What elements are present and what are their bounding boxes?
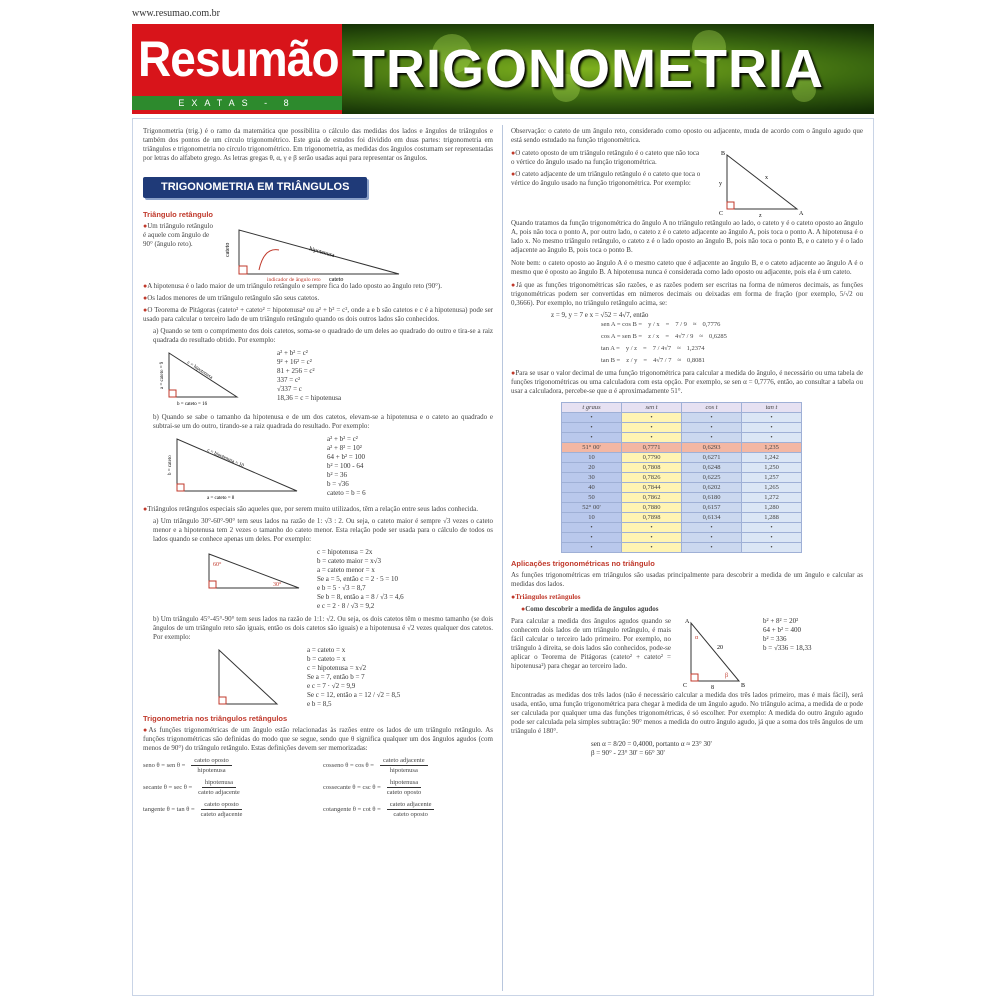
- step: a = cateto = x: [307, 646, 346, 654]
- step: √337 = c: [277, 385, 302, 393]
- table-row: [562, 433, 802, 443]
- site-url: www.resumao.com.br: [132, 8, 220, 19]
- table-cell: •: [742, 423, 802, 433]
- table-cell: 1,265: [742, 483, 802, 493]
- table-cell: 51° 00': [562, 443, 622, 453]
- fig1-leg-v: cateto: [225, 242, 231, 257]
- table-cell: 0,6180: [682, 493, 742, 503]
- table-cell: 0,7862: [622, 493, 682, 503]
- ratio-val: 0,7776: [702, 321, 721, 328]
- table-row: [562, 543, 802, 553]
- col-header: tan t: [742, 403, 802, 413]
- step: Se c = 12, então a = 12 / √2 = 8,5: [307, 691, 401, 699]
- table-cell: 0,7771: [622, 443, 682, 453]
- ratio-lhs: tan B =: [601, 357, 621, 364]
- table-row: [562, 493, 802, 503]
- logo-text: Resumão: [138, 31, 339, 87]
- table-row: [562, 473, 802, 483]
- col-header: t graus: [562, 403, 622, 413]
- subheading-applications: Aplicações trigonométricas no triângulo: [511, 559, 655, 568]
- final-calc-1: sen α = 8/20 = 0,4000, portanto α ≈ 23° 30': [591, 740, 712, 748]
- table-cell: •: [742, 413, 802, 423]
- pythagoras-a: a) Quando se tem o comprimento dos dois catetos, soma-se o quadrado de um deles ao quadrado do outro e tira-se a raiz quadrada do resultado obtido. Por exemplo:: [153, 327, 493, 344]
- bullet-legs: ● Os lados menores de um triângulo retângulo são seus catetos.: [143, 294, 493, 303]
- step: a = cateto menor = x: [317, 566, 375, 574]
- pyth-b-h: a = cateto = 8: [207, 496, 235, 501]
- ratio-val: 0,6285: [708, 333, 727, 340]
- table-cell: 0,7790: [622, 453, 682, 463]
- right-triangle-diagram: [219, 222, 419, 282]
- trig-table-wrap: [511, 402, 863, 553]
- pyth-a-hyp: c = hipotenusa: [185, 360, 214, 381]
- table-cell: 20: [562, 463, 622, 473]
- table-cell: 0,6202: [682, 483, 742, 493]
- table-cell: 10: [562, 513, 622, 523]
- table-cell: •: [622, 533, 682, 543]
- def-row: [143, 756, 313, 775]
- table-cell: 30: [562, 473, 622, 483]
- pyth-a-h: b = cateto = 16: [177, 402, 208, 407]
- ratio-lhs: tan A =: [601, 345, 620, 352]
- ratio-f1: z / y: [626, 357, 638, 364]
- angle-beta: β: [725, 673, 729, 679]
- trig-table: [561, 402, 802, 553]
- table-row: [562, 513, 802, 523]
- trig-table-header: [562, 403, 802, 413]
- table-cell: •: [682, 523, 742, 533]
- abc-triangle-2-diagram: [677, 617, 757, 691]
- special-a-diagram: [203, 548, 303, 598]
- table-cell: •: [562, 433, 622, 443]
- def-row: [323, 756, 493, 775]
- special-b-diagram: [213, 646, 293, 710]
- step: Se b = 8, então a = 8 / √3 = 4,6: [317, 593, 404, 601]
- step: 18,36 = c = hipotenusa: [277, 394, 342, 402]
- table-cell: •: [622, 523, 682, 533]
- left-column: [143, 127, 493, 822]
- header-banner: [132, 24, 874, 114]
- table-cell: 0,6248: [682, 463, 742, 473]
- table-row: [562, 533, 802, 543]
- table-cell: •: [562, 523, 622, 533]
- ratio-f2: 4√7 / 7: [653, 357, 672, 364]
- special-b: b) Um triângulo 45°-45°-90° tem seus lados na razão de 1:1: √2. Ou seja, os dois catetos têm o mesmo tamanho (se dois ângulos de um triângulo reto são iguais, então os dois catetos são iguais) e a hipotenusa é √2 vezes qualquer dos catetos. Por exemplo:: [153, 615, 493, 641]
- table-cell: 1,257: [742, 473, 802, 483]
- ratio-lhs: cos A = sen B =: [601, 333, 643, 340]
- step: Se a = 5, então c = 2 · 5 = 10: [317, 575, 399, 583]
- table-cell: 0,6225: [682, 473, 742, 483]
- def-num: hipotenusa: [387, 778, 421, 788]
- table-row: [562, 483, 802, 493]
- pythagoras-b-steps: [327, 435, 366, 501]
- table-cell: 0,6271: [682, 453, 742, 463]
- step: 64 + b² = 400: [763, 626, 801, 634]
- table-cell: 1,288: [742, 513, 802, 523]
- step: a² + b² = c²: [327, 435, 358, 443]
- def-num: cateto oposto: [201, 800, 241, 810]
- table-cell: •: [682, 423, 742, 433]
- step: c = hipotenusa = 2x: [317, 548, 373, 556]
- def-num: cateto adjacente: [380, 756, 428, 766]
- bullet-right-triangle: ● Um triângulo retângulo é aquele com ângulo de 90° (ângulo reto).: [143, 222, 213, 279]
- def-den: cateto adjacente: [200, 811, 243, 818]
- bullet-pythagoras: ● O Teorema de Pitágoras (cateto² + cateto² = hipotenusa² ou a² + b² = c², onde a e b são catetos e c é a hipotenusa) pode ser usado para calcular o terceiro lado de um triângulo retângulo quando os dois outros lados são conhecidos.: [143, 306, 493, 324]
- bullet-how-to: ● Como descobrir a medida de ângulos agudos: [511, 605, 863, 614]
- table-row: [562, 463, 802, 473]
- side-z: z: [759, 213, 762, 219]
- step: b = √36: [327, 480, 349, 488]
- bullet-adjacent: ● O cateto adjacente de um triângulo retângulo é o cateto que toca o vértice do ângulo usado na função trigonométrica. Por exemplo:: [511, 170, 701, 188]
- table-cell: 0,6293: [682, 443, 742, 453]
- adjacent-explanation: Quando tratamos da função trigonométrica do ângulo A no triângulo retângulo ao lado, o cateto y é o cateto oposto ao ângulo A, pois não toca o ponto A, por outro lado, o cateto z é o cateto adjacente ao ângulo A, pois toca o ponto A. A hipotenusa é o lado x. No mesmo triângulo retângulo, o cateto z é o lado oposto ao ângulo B, pois não toca o ponto B, e o cateto y é o lado adjacente ao ângulo B, pois toca o ponto B.: [511, 219, 863, 254]
- pythagoras-b: b) Quando se sabe o tamanho da hipotenusa e de um dos catetos, elevam-se a hipotenusa e o cateto ao quadrado e subtrai-se um do outro, tirando-se a raiz quadrada do resultado. Por exemplo:: [153, 413, 493, 430]
- step: e c = 7 · √2 = 9,9: [307, 682, 356, 690]
- def-den: hipotenusa: [197, 767, 226, 774]
- ratio-f2: 7 / 9: [675, 321, 687, 328]
- table-row: [562, 453, 802, 463]
- observation: Observação: o cateto de um ângulo reto, considerado como oposto ou adjacente, muda de acordo com o ângulo agudo que está sendo estudado na função trigonométrica.: [511, 127, 863, 144]
- vertex-c: C: [719, 211, 724, 217]
- table-cell: •: [682, 543, 742, 553]
- step: 337 = c²: [277, 376, 301, 384]
- ratio-given: z = 9, y = 7 e x = √52 = 4√7, então: [551, 311, 649, 319]
- def-name: cosseno θ = cos θ =: [323, 762, 374, 769]
- step: 64 + b² = 100: [327, 453, 365, 461]
- ratio-f1: y / z: [625, 345, 638, 352]
- special-a-steps: [317, 548, 404, 611]
- ratio-f1: y / x: [648, 321, 660, 328]
- how-steps: [763, 617, 812, 691]
- pyth-b-v: b = cateto: [168, 455, 173, 475]
- ratio-row: cos A = sen B = z / x = 4√7 / 9 ≈ 0,6285: [601, 333, 727, 340]
- step: 81 + 256 = c²: [277, 367, 315, 375]
- step: b = cateto = x: [307, 655, 346, 663]
- angle-alpha: α: [695, 635, 699, 641]
- table-cell: 40: [562, 483, 622, 493]
- def-name: secante θ = sec θ =: [143, 784, 193, 791]
- fig1-angle: indicador de ângulo reto: [267, 277, 321, 282]
- step: e c = 2 · 8 / √3 = 9,2: [317, 602, 375, 610]
- vertex-b: B: [721, 151, 726, 157]
- step: a² + b² = c²: [277, 349, 308, 357]
- def-name: cotangente θ = cot θ =: [323, 806, 381, 813]
- table-row: [562, 413, 802, 423]
- def-num: cateto adjacente: [387, 800, 435, 810]
- applications-text: As funções trigonométricas em triângulos são usadas principalmente para descobrir a medida de um ângulo e calcular as medidas dos lados.: [511, 571, 863, 588]
- step: cateto = b = 6: [327, 489, 366, 497]
- angle-60: 60°: [213, 562, 222, 568]
- ratio-lhs: sen A = cos B =: [601, 321, 643, 328]
- final-text: Encontradas as medidas dos três lados (não é necessário calcular a medida dos três lados primeiro, mas é mais fácil), será usada, então, uma função trigonométrica para chegar à medida de um ângulo agudo. No triângulo acima, a medida de α pode ser calculada por qualquer uma das funções trigonométricas, é só escolher. Por exemplo: A medida do outro ângulo agudo pode ser calculada pela simples subtração: 90° menos a medida do outro ângulo agudo, já que a soma dos três ângulos de um triângulo é 180°.: [511, 691, 863, 735]
- side-a: 8: [711, 685, 714, 691]
- def-name: tangente θ = tan θ =: [143, 806, 195, 813]
- col-header: sen t: [622, 403, 682, 413]
- table-cell: 10: [562, 453, 622, 463]
- page-title: TRIGONOMETRIA: [352, 39, 824, 99]
- ratio-val: 1,2374: [686, 345, 705, 352]
- step: b = cateto maior = x√3: [317, 557, 382, 565]
- pythagoras-a-steps: [277, 349, 341, 409]
- table-cell: •: [682, 433, 742, 443]
- bullet-hypotenuse: ● A hipotenusa é o lado maior de um triângulo retângulo e sempre fica do lado oposto ao ângulo reto (90°).: [143, 282, 493, 291]
- step: e b = 8,5: [307, 700, 332, 708]
- def-den: cateto oposto: [393, 811, 428, 818]
- step: a² + 8² = 10²: [327, 444, 362, 452]
- table-cell: 0,7898: [622, 513, 682, 523]
- side-c: 20: [717, 645, 723, 651]
- side-y: y: [719, 181, 722, 187]
- step: e b = 5 · √3 = 8,7: [317, 584, 366, 592]
- definitions-grid: [143, 756, 493, 822]
- intro-paragraph: Trigonometria (trig.) é o ramo da matemática que possibilita o cálculo das medidas dos lados e ângulos de triângulos e também dos pontos de um círculo trigonométrico. Este guia de estudos foi dividido em duas partes: trigonometria em triângulos e trigonometria no círculo trigonométrico. Em trigonometria, as medidas dos ângulos costumam ser representadas por letras do alfabeto grego. As letras gregas θ, α, γ e β serão usadas aqui para representar os ângulos.: [143, 127, 493, 162]
- special-b-steps: [307, 646, 400, 710]
- section-title: TRIGONOMETRIA EM TRIÂNGULOS: [143, 177, 367, 198]
- subheading-right-triangle: Triângulo retângulo: [143, 210, 214, 219]
- step: b² = 100 - 64: [327, 462, 364, 470]
- fig1-leg-h: cateto: [329, 277, 344, 282]
- angle-30: 30°: [273, 582, 282, 588]
- table-cell: 1,235: [742, 443, 802, 453]
- step: 9² + 16² = c²: [277, 358, 312, 366]
- logo-series: EXATAS - 8: [132, 96, 342, 110]
- table-cell: 0,7826: [622, 473, 682, 483]
- column-divider: [502, 125, 503, 991]
- fig1-hyp: hipotenusa: [308, 246, 336, 260]
- table-cell: 0,7808: [622, 463, 682, 473]
- bullet-opposite: ● O cateto oposto de um triângulo retângulo é o cateto que não toca o vértice do ângulo usado na função trigonométrica.: [511, 149, 701, 167]
- table-cell: 1,242: [742, 453, 802, 463]
- step: b² = 336: [763, 635, 787, 643]
- def-row: [323, 800, 493, 819]
- table-row: [562, 443, 802, 453]
- bullet-special-triangles: ● Triângulos retângulos especiais são aqueles que, por serem muito utilizados, têm a relação entre seus lados conhecida.: [143, 505, 493, 514]
- side-x: x: [765, 175, 768, 181]
- def-row: [143, 778, 313, 797]
- def-name: seno θ = sen θ =: [143, 762, 186, 769]
- ratio-f1: z / x: [648, 333, 660, 340]
- table-cell: •: [562, 423, 622, 433]
- step: b² + 8² = 20²: [763, 617, 799, 625]
- right-column: [511, 127, 863, 758]
- bullet-ratios: ● Já que as funções trigonométricas são razões, e as razões podem ser escritas na forma de números decimais, as funções trigonométricas podem ser convertidas em números decimais ou deixadas em forma de fração (por exemplo, 5/√2 ou 0,3666). Por exemplo, no triângulo retângulo acima, se:: [511, 281, 863, 308]
- table-cell: •: [622, 423, 682, 433]
- table-cell: •: [562, 543, 622, 553]
- bullet-table: ● Para se usar o valor decimal de uma função trigonométrica para calcular a medida do ângulo, é necessário ou uma tabela de funções trigonométricas ou uma calculadora com esta opção. Por exemplo, se sen α = 0,7776, então, ao consultar a tabela ou usar a calculadora, percebe-se que α é aproximadamente 51°.: [511, 369, 863, 396]
- step: Se a = 7, então b = 7: [307, 673, 365, 681]
- final-calc-2: β = 90° - 23° 30' = 66° 30': [591, 749, 665, 757]
- brand-logo: [132, 24, 342, 114]
- bullet-functions: ● As funções trigonométricas de um ângulo estão relacionadas às razões entre os lados de um triângulo retângulo. As funções trigonométricas são definidas do modo que se segue, sendo que θ significa qualquer um dos ângulos agudos (com menos de 90°) do triângulo retângulo. Estas definições devem ser memorizadas:: [143, 726, 493, 753]
- def-num: hipotenusa: [202, 778, 236, 788]
- table-cell: •: [682, 533, 742, 543]
- subheading-functions: Trigonometria nos triângulos retângulos: [143, 714, 288, 723]
- table-row: [562, 503, 802, 513]
- note: Note bem: o cateto oposto ao ângulo A é o mesmo cateto que é adjacente ao ângulo B, e o cateto adjacente ao ângulo A é o mesmo que é oposto ao ângulo B. A hipotenusa nunca é considerada como lado oposto ou adjacente, pois ela é um cateto.: [511, 259, 863, 276]
- step: c = hipotenusa = x√2: [307, 664, 367, 672]
- pyth-a-v: a = cateto = 9: [160, 361, 165, 389]
- content-sheet: [132, 118, 874, 996]
- table-cell: •: [742, 533, 802, 543]
- table-cell: •: [742, 543, 802, 553]
- ratio-f2: 7 / 4√7: [652, 345, 672, 352]
- def-name: cossecante θ = csc θ =: [323, 784, 381, 791]
- ratio-block: [511, 311, 863, 365]
- step: b² = 36: [327, 471, 348, 479]
- table-cell: 0,6134: [682, 513, 742, 523]
- def-den: hipotenusa: [389, 767, 418, 774]
- def-den: cateto adjacente: [198, 789, 240, 796]
- pyth-b-hyp: c = hipotenusa = 10: [206, 448, 245, 469]
- table-row: [562, 523, 802, 533]
- table-cell: 0,7844: [622, 483, 682, 493]
- ratio-f2: 4√7 / 9: [674, 333, 694, 340]
- table-cell: 0,7880: [622, 503, 682, 513]
- table-cell: •: [562, 533, 622, 543]
- table-cell: •: [742, 523, 802, 533]
- ratio-row: tan A = y / z = 7 / 4√7 ≈ 1,2374: [601, 345, 705, 352]
- table-cell: •: [742, 433, 802, 443]
- def-row: [323, 778, 493, 797]
- table-row: [562, 423, 802, 433]
- ratio-val: 0,8081: [687, 357, 705, 364]
- def-den: cateto oposto: [386, 789, 422, 796]
- table-cell: 1,272: [742, 493, 802, 503]
- vertex-a: A: [799, 211, 804, 217]
- def-row: [143, 800, 313, 819]
- vertex-b: B: [741, 683, 746, 689]
- table-cell: 1,280: [742, 503, 802, 513]
- table-cell: 50: [562, 493, 622, 503]
- table-cell: •: [622, 413, 682, 423]
- abc-triangle-diagram: [707, 149, 817, 219]
- table-cell: 52° 00': [562, 503, 622, 513]
- vertex-a: A: [685, 619, 690, 625]
- pythagoras-b-diagram: [157, 435, 307, 501]
- table-cell: •: [622, 543, 682, 553]
- how-text: Para calcular a medida dos ângulos agudos quando se conhecem dois lados de um triângulo retângulo, é mais fácil calcular o terceiro lado primeiro. Por exemplo, no triângulo à direita, se dois lados são conhecidos, pode-se aplicar o Teorema de Pitágoras (cateto² + cateto² = hipotenusa²) para chegar ao terceiro lado.: [511, 617, 671, 670]
- table-cell: 0,6157: [682, 503, 742, 513]
- step: b = √336 = 18,33: [763, 644, 812, 652]
- ratio-row: tan B = z / y = 4√7 / 7 ≈ 0,8081: [601, 357, 705, 364]
- table-cell: •: [682, 413, 742, 423]
- table-cell: •: [562, 413, 622, 423]
- table-cell: 1,250: [742, 463, 802, 473]
- vertex-c: C: [683, 683, 688, 689]
- def-num: cateto oposto: [191, 756, 231, 766]
- pythagoras-a-diagram: [157, 349, 257, 409]
- ratio-row: sen A = cos B = y / x = 7 / 9 ≈ 0,7776: [601, 321, 721, 328]
- col-header: cos t: [682, 403, 742, 413]
- table-cell: •: [622, 433, 682, 443]
- special-a: a) Um triângulo 30°-60°-90° tem seus lados na razão de 1: √3 : 2. Ou seja, o cateto maior é sempre √3 vezes o cateto menor e a hipotenusa tem 2 vezes o tamanho do cateto menor. Esta relação pode ser usada para o cálculo de todos os lados quando se conhece apenas um deles. Por exemplo:: [153, 517, 493, 543]
- bullet-right-triangles: ● Triângulos retângulos: [511, 593, 863, 602]
